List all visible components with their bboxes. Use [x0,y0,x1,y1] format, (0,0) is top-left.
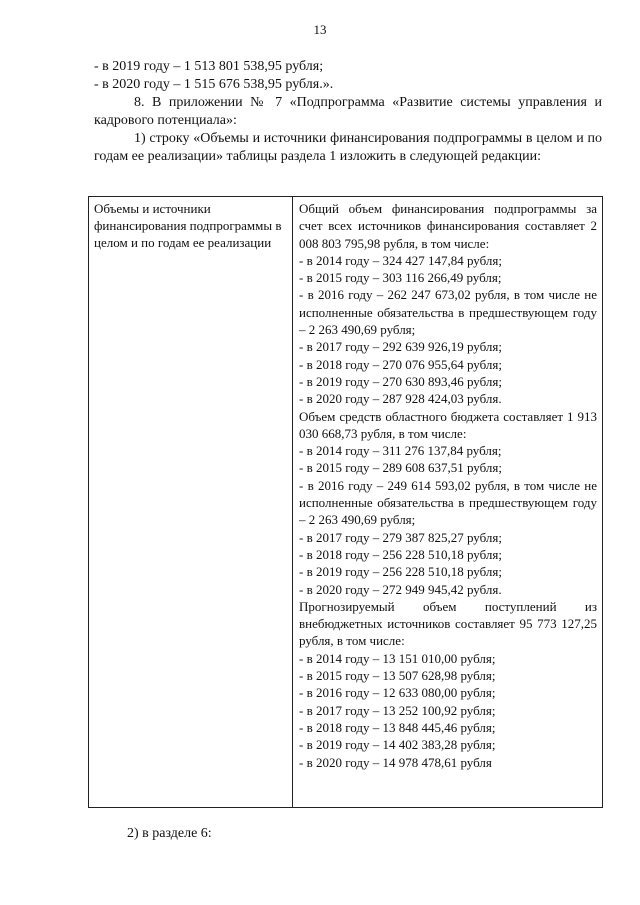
intro-line-2019: - в 2019 году – 1 513 801 538,95 рубля; [94,59,324,74]
total-line: - в 2018 году – 270 076 955,64 рубля; [299,356,502,372]
intro-line-2020: - в 2020 году – 1 515 676 538,95 рубля.». [94,77,334,92]
regional-line-2016: - в 2016 году – 249 614 593,02 рубля, в том числе не исполненные обязательства в предшествующем году – 2 263 490,69 рубля; [299,477,597,528]
extrabudgetary-line: - в 2014 году – 13 151 010,00 рубля; [299,650,496,666]
total-line: - в 2015 году – 303 116 266,49 рубля; [299,270,502,286]
extrabudgetary-line: - в 2018 году – 13 848 445,46 рубля; [299,719,496,735]
extrabudgetary-line: - в 2016 году – 12 633 080,00 рубля; [299,685,496,701]
section-6-heading: 2) в разделе 6: [127,826,212,841]
total-line-2016: - в 2016 году – 262 247 673,02 рубля, в том числе не исполненные обязательства в предшествующем году – 2 263 490,69 рубля; [299,287,597,338]
regional-line: - в 2018 году – 256 228 510,18 рубля; [299,546,502,562]
table-left-cell: Объемы и источники финансирования подпрограммы в целом и по годам ее реализации [89,197,293,807]
total-line: - в 2017 году – 292 639 926,19 рубля; [299,339,502,355]
extrabudgetary-line: - в 2015 году – 13 507 628,98 рубля; [299,668,496,684]
total-line: - в 2019 году – 270 630 893,46 рубля; [299,373,502,389]
regional-line: - в 2020 году – 272 949 945,42 рубля. [299,581,502,597]
extrabudgetary-intro: Прогнозируемый объем поступлений из внебюджетных источников составляет 95 773 127,25 рубля, в том числе: [299,598,597,649]
intro-block [94,58,602,166]
page-number: 13 [313,22,327,37]
table-right-cell [293,197,602,807]
total-financing-intro: Общий объем финансирования подпрограммы за счет всех источников финансирования составляет 2 008 803 795,98 рубля, в том числе: [299,201,597,251]
regional-budget-intro: Объем средств областного бюджета составляет 1 913 030 668,73 рубля, в том числе: [299,408,597,441]
paragraph-1: 1) строку «Объемы и источники финансирования подпрограммы в целом и по годам ее реализации» таблицы раздела 1 изложить в следующей редакции: [94,131,602,164]
regional-line: - в 2017 году – 279 387 825,27 рубля; [299,529,502,545]
regional-line: - в 2014 году – 311 276 137,84 рубля; [299,443,502,459]
total-line: - в 2020 году – 287 928 424,03 рубля. [299,391,502,407]
extrabudgetary-line: - в 2017 году – 13 252 100,92 рубля; [299,702,496,718]
total-line: - в 2014 году – 324 427 147,84 рубля; [299,252,502,268]
paragraph-8: 8. В приложении № 7 «Подпрограмма «Развитие системы управления и кадрового потенциала»: [94,95,602,128]
financing-table [88,196,603,808]
extrabudgetary-line: - в 2019 году – 14 402 383,28 рубля; [299,737,496,753]
extrabudgetary-line: - в 2020 году – 14 978 478,61 рубля [299,754,492,770]
regional-line: - в 2015 году – 289 608 637,51 рубля; [299,460,502,476]
regional-line: - в 2019 году – 256 228 510,18 рубля; [299,564,502,580]
